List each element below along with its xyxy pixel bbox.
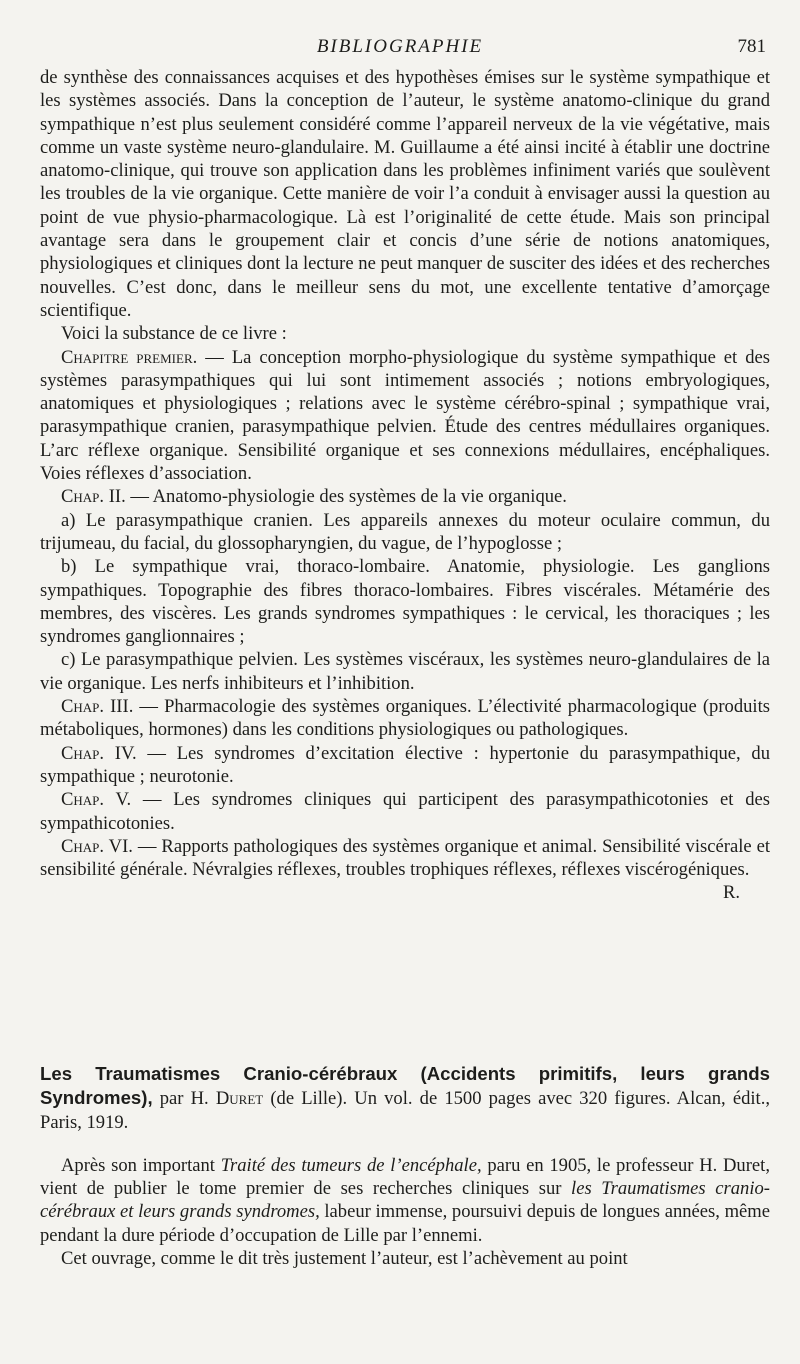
book-title: Les Traumatismes Cranio-cérébraux (Accidents primitifs, leurs grands Syndromes), — [40, 1063, 770, 1109]
chapter-2 — [40, 485, 770, 508]
chapter-1-label: Chapitre premier. — [61, 346, 198, 368]
chapter-6-label: Chap. VI. — [61, 835, 133, 857]
chapter-3 — [40, 695, 770, 742]
book-citation — [40, 1062, 770, 1134]
chapter-2-sub-c: c) Le parasympathique pelvien. Les systèmes viscéraux, les systèmes neuro-glandulaires de la vie organique. Les nerfs inhibiteurs et l’inhibition. — [40, 649, 770, 694]
p1-work-title-2: les Traumatismes cranio-cérébraux et leurs grands syndromes, — [40, 1178, 770, 1223]
chapter-2-label: Chap. II. — [61, 486, 126, 508]
p1-text-a: Après son important — [61, 1154, 221, 1176]
chapter-1-text: — La conception morpho-physiologique du système sympathique et des systèmes parasympathiques qui lui sont intimement associés ; notions embryologiques, anatomiques et physiologiques ; relations avec le système cérébro-spinal ; sympathique vrai, parasympathique cranien, parasympathique pelvien. Étude des centres médullaires organiques. L’arc réflexe organique. Sensibilité organique et ses connexions médullaires, encéphaliques. Voies réflexes d’association. — [40, 346, 770, 485]
chapter-2-sub-b: b) Le sympathique vrai, thoraco-lombaire. Anatomie, physiologie. Les ganglions sympathiques. Topographie des fibres thoraco-lombaires. Fibres viscérales. Métamérie des membres, des viscères. Les grands syndromes sympathiques : le cervical, les thoraciques ; les syndromes ganglionnaires ; — [40, 556, 770, 648]
citation-by: par H. — [152, 1088, 216, 1110]
review-sympathique — [40, 66, 770, 905]
review-traumatismes — [40, 1062, 770, 1270]
chapter-1 — [40, 346, 770, 486]
chapter-3-text: — Pharmacologie des systèmes organiques. L’électivité pharmacologique (produits métaboliques, hormones) dans les conditions physiologiques ou pathologiques. — [40, 696, 771, 741]
running-title: BIBLIOGRAPHIE — [316, 36, 484, 57]
review-intro-paragraph: de synthèse des connaissances acquises et des hypothèses émises sur le système sympathique et les systèmes associés. Dans la conception de l’auteur, le système anatomo-clinique du grand sympathique n’est plus seulement considéré comme l’appareil nerveux de la vie végétative, mais comme un vaste système neuro-glandulaire. M. Guillaume a été ainsi incité à établir une doctrine anatomo-clinique, qui trouve son application dans les problèmes infiniment variés que soulèvent les troubles de la vie organique. Cette manière de voir l’a conduit à envisager aussi la question au point de vue physio-pharmacologique. Là est l’originalité de cette étude. Mais son principal avantage sera dans le groupement clair et concis d’une série de notions anatomiques, physiologiques et cliniques dont la lecture ne peut manquer de susciter des idées et des recherches nouvelles. C’est donc, dans le meilleur sens du mot, une excellente tentative d’amorçage scientifique. — [40, 67, 770, 321]
review2-paragraph-2: Cet ouvrage, comme le dit très justement l’auteur, est l’achèvement au point — [61, 1248, 628, 1270]
review2-paragraph-1 — [40, 1154, 770, 1247]
chapter-2-sub-a: a) Le parasympathique cranien. Les appareils annexes du moteur oculaire commun, du trijumeau, du facial, du glossopharyngien, du vague, de l’hypoglosse ; — [40, 509, 770, 554]
chapter-5-label: Chap. V. — [61, 789, 132, 811]
chapter-6-text: — Rapports pathologiques des systèmes organique et animal. Sensibilité viscérale et sensibilité générale. Névralgies réflexes, troubles trophiques réflexes, réflexes viscérogéniques. — [40, 835, 770, 881]
chapter-4 — [40, 742, 770, 789]
p1-text-b: paru en 1905, le professeur H. Duret, vient de publier le tome premier de ses recherches cliniques sur — [40, 1154, 770, 1200]
chapter-6 — [40, 835, 770, 904]
p1-work-title-1: Traité des tumeurs de l’encéphale, — [220, 1154, 482, 1176]
chapter-4-label: Chap. IV. — [61, 742, 137, 764]
substance-line: Voici la substance de ce livre : — [61, 323, 287, 345]
page-number: 781 — [737, 36, 766, 57]
page-header — [0, 36, 800, 64]
review-signature: R. — [722, 882, 740, 904]
chapter-3-label: Chap. III. — [61, 696, 134, 718]
citation-author: Duret — [215, 1088, 264, 1110]
chapter-5-text: — Les syndromes cliniques qui participent des parasympathicotonies et des sympathicotonies. — [40, 789, 770, 834]
chapter-2-text: — Anatomo-physiologie des systèmes de la vie organique. — [125, 486, 567, 508]
chapter-5 — [40, 788, 770, 835]
chapter-4-text: — Les syndromes d’excitation élective : hypertonie du parasympathique, du sympathique ; neurotonie. — [40, 742, 770, 787]
p1-text-c: labeur immense, poursuivi depuis de longues années, même pendant la dure période d’occupation de Lille par l’ennemi. — [40, 1201, 771, 1246]
citation-details: (de Lille). Un vol. de 1500 pages avec 320 figures. Alcan, édit., Paris, 1919. — [40, 1088, 771, 1133]
